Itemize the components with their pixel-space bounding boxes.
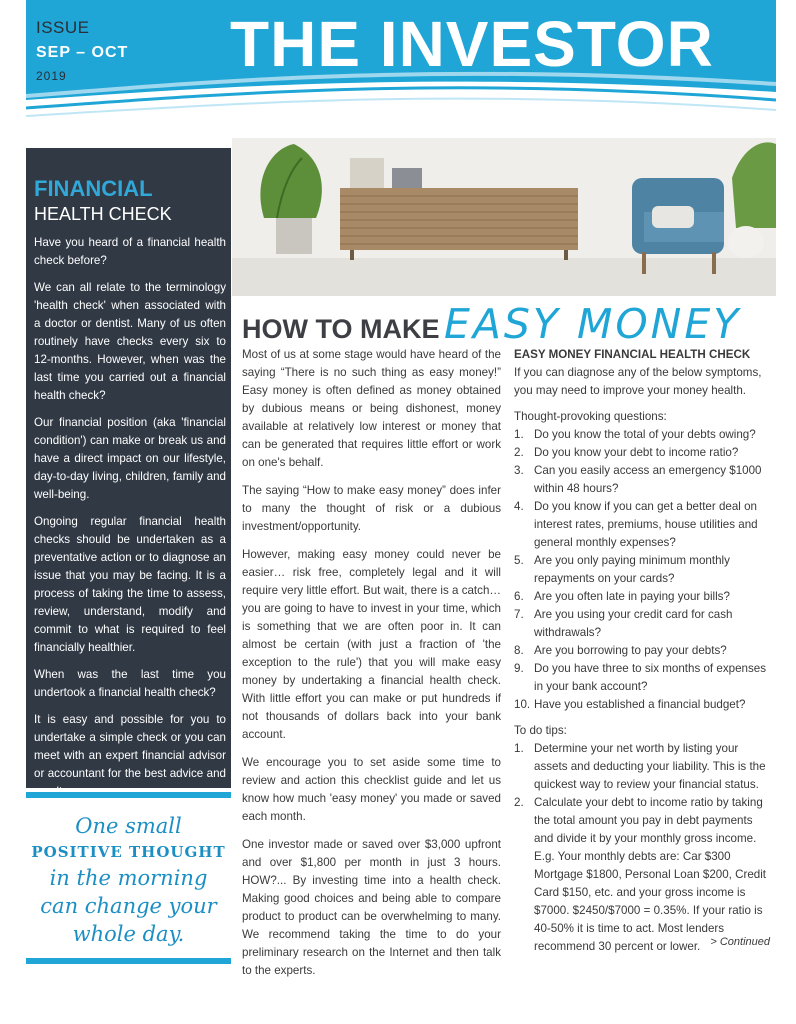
sidebar-body — [34, 234, 226, 810]
article-paragraph: We encourage you to set aside some time to review and action this checklist guide and let us know how much 'easy money' you made or saved each month. — [242, 756, 501, 823]
continued-link[interactable]: > Continued — [710, 936, 770, 948]
list-item: 2. Calculate your debt to income ratio by taking the total amount you pay in debt payments and divide it by your monthly gross income. E.g. Your monthly debts are: Car $300 Mortgage $1800, Personal Loan $200, Credit Card $150, etc. and your gross income is $7000. $2450/$7000 = 0.35%. If your ratio is 40-50% it is time to act. Most lenders recommend 30 percent or lower. — [514, 796, 767, 953]
sidebar-paragraph: When was the last time you undertook a financial health check? — [34, 668, 226, 699]
quote-line: in the morning — [49, 866, 208, 890]
article-column-2 — [514, 346, 772, 956]
issue-info — [36, 18, 128, 83]
checklist-heading: EASY MONEY FINANCIAL HEALTH CHECK — [514, 348, 751, 361]
list-item: 9. Do you have three to six months of expenses in your bank account? — [514, 662, 767, 693]
list-item: 4. Do you know if you can get a better deal on interest rates, premiums, house utilities and general monthly expenses? — [514, 500, 758, 549]
questions-list — [514, 426, 772, 714]
tips-list — [514, 740, 772, 956]
article-column-1 — [242, 346, 501, 990]
sidebar-subheading: HEALTH CHECK — [34, 204, 172, 224]
quote-line: POSITIVE THOUGHT — [31, 843, 226, 861]
quote-line: can change your — [40, 894, 217, 918]
article-paragraph: The saying “How to make easy money” does infer to many the thought of risk or a dubious investment/opportunity. — [242, 484, 501, 533]
headline-plain: HOW TO MAKE — [242, 314, 440, 344]
list-item: 2. Do you know your debt to income ratio? — [514, 446, 739, 459]
quote-line: One small — [75, 814, 182, 838]
sidebar-paragraph: We can all relate to the terminology 'health check' when associated with a doctor or dentist. Many of us often routinely have checks every six to 12-months. However, when was the last time you carried out a financial health check? — [34, 281, 226, 402]
article-paragraph: One investor made or saved over $3,000 upfront and over $1,800 per month in just 3 hours. HOW?... By investing time into a health check. Making good choices and being able to compare product to product can be overwhelming to many. We recommend taking the time to do your preliminary research on the Internet and then talk to the experts. — [242, 838, 501, 977]
list-item: 1. Determine your net worth by listing your assets and deducting your liability. This is the quickest way to review your financial status. — [514, 742, 766, 791]
sidebar-paragraph: Ongoing regular financial health checks should be undertaken as a preventative action or to diagnose an issue that you may be facing. It is a process of taking the time to assess, review, understand, modify and commit to what is required to feel financially healthier. — [34, 515, 226, 654]
sidebar-paragraph: Have you heard of a financial health check before? — [34, 236, 226, 267]
article-paragraph: Most of us at some stage would have heard of the saying “There is no such thing as easy money!” Easy money is often defined as money obtained by dubious means or being dishonest, money available at relatively low interest or money that can be generated that requires little effort or work on one's behalf. — [242, 348, 501, 469]
newsletter-title: THE INVESTOR — [230, 8, 714, 80]
questions-label: Thought-provoking questions: — [514, 410, 667, 423]
tips-label: To do tips: — [514, 724, 567, 737]
list-item: 6. Are you often late in paying your bills? — [514, 590, 730, 603]
sidebar-heading: FINANCIAL — [34, 176, 153, 201]
list-item: 7. Are you using your credit card for cash withdrawals? — [514, 608, 733, 639]
living-room-photo — [232, 138, 776, 296]
headline-accent: EASY MONEY — [443, 300, 742, 348]
quote-line: whole day. — [72, 922, 185, 946]
list-item: 8. Are you borrowing to pay your debts? — [514, 644, 727, 657]
living-room-illustration — [232, 138, 776, 296]
list-item: 10. Have you established a financial budget? — [514, 698, 746, 711]
list-item: 5. Are you only paying minimum monthly repayments on your cards? — [514, 554, 730, 585]
checklist-intro: If you can diagnose any of the below symptoms, you may need to improve your money health. — [514, 366, 762, 397]
list-item: 1. Do you know the total of your debts owing? — [514, 428, 756, 441]
quote-top-divider — [26, 792, 231, 798]
sidebar-paragraph: Our financial position (aka 'financial condition') can make or break us and have a direct impact on our lifestyle, day-to-day living, children, family and well-being. — [34, 416, 226, 501]
quote-bottom-divider — [26, 958, 231, 964]
sidebar-paragraph: It is easy and possible for you to undertake a simple check or you can meet with an expert financial advisor or accountant for the best advice and — [34, 713, 226, 780]
financial-health-sidebar — [26, 148, 231, 788]
positive-thought-quote — [26, 812, 231, 948]
issue-year: 2019 — [36, 69, 67, 83]
article-paragraph: However, making easy money could never be easier… risk free, completely legal and it will require very little effort. But wait, there is a catch… you are going to have to invest in your time, which is something that we are often poor in. It can almost be certain (with just a fraction of 'the exception to the rule') that you will make easy money by undertaking a financial health check. With little effort you can make or put hundreds if not thousands of dollars back into your bank account. — [242, 548, 501, 741]
issue-label: ISSUE — [36, 18, 90, 37]
article-headline — [242, 300, 741, 348]
issue-date: SEP – OCT — [36, 44, 129, 61]
list-item: 3. Can you easily access an emergency $1000 within 48 hours? — [514, 464, 762, 495]
